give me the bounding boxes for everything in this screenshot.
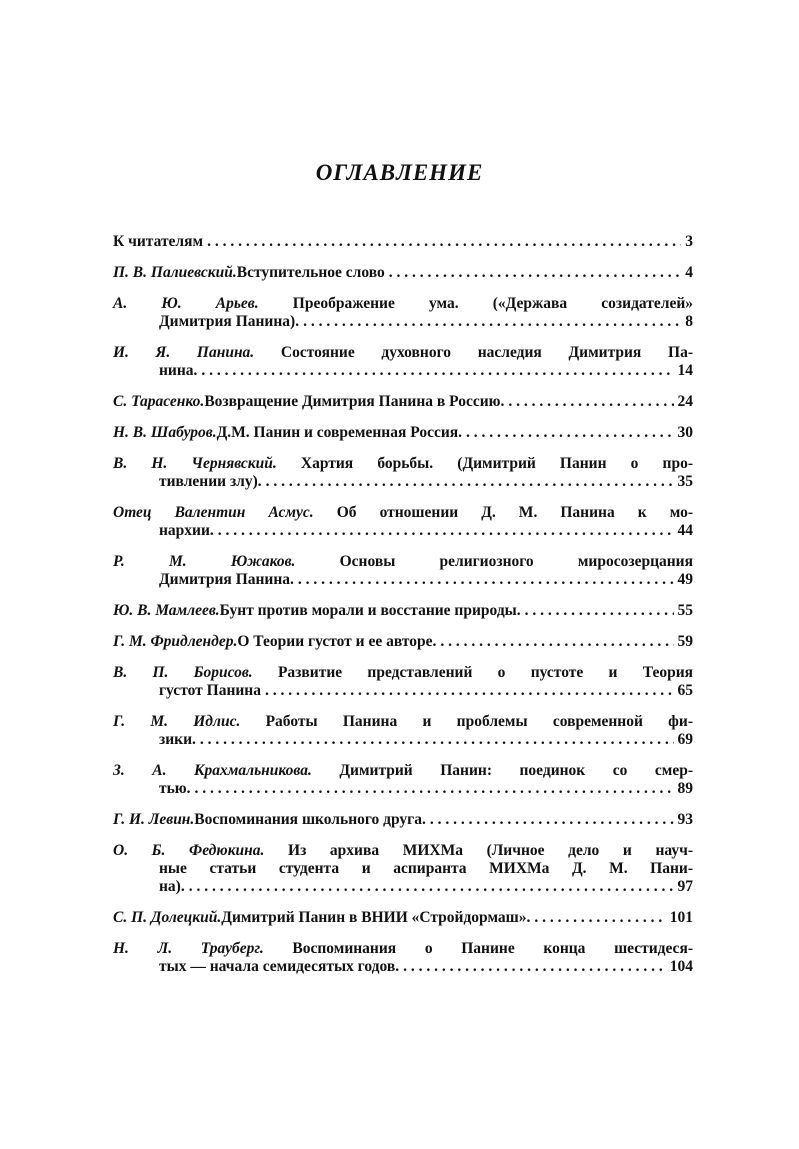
toc-entry-line (113, 940, 693, 958)
toc-title: Бунт против морали и восстание природы. (219, 602, 521, 619)
toc-title: Развитие представлений о пустоте и Теория (277, 664, 694, 681)
toc-leader-dots (430, 811, 674, 829)
toc-page-number: 3 (685, 233, 693, 250)
toc-entry-line (113, 522, 693, 540)
toc-title: Из архива МИХМа (Личное дело и науч- (288, 842, 694, 859)
toc-author: И. Я. Панина. (113, 344, 255, 361)
toc-entry (113, 633, 693, 651)
toc-title: Преображение ума. («Держава созидателей» (292, 295, 694, 312)
toc-entry-line (113, 713, 693, 731)
toc-leader-dots (508, 393, 673, 411)
toc-entry (113, 811, 693, 829)
toc-entry-line (113, 842, 693, 860)
toc-title: К читателям (113, 233, 204, 250)
toc-entry-line (113, 878, 693, 896)
toc-entry-line (113, 780, 693, 798)
toc-entry (113, 233, 693, 251)
toc-author: Ю. В. Мамлеев. (113, 602, 220, 619)
toc-entry-line (113, 295, 693, 313)
toc-entry-line (113, 313, 693, 331)
toc-page-number: 30 (677, 424, 693, 441)
toc-title: Воспоминания о Панине конца шестидеся- (292, 940, 693, 957)
toc-title: О Теории густот и ее авторе. (237, 633, 437, 650)
toc-title: нархии. (159, 522, 214, 539)
toc-leader-dots (189, 878, 674, 896)
toc-entry-line (113, 393, 693, 411)
toc-page-number: 69 (677, 731, 693, 748)
toc-entry-line (113, 455, 693, 473)
toc-leader-dots (298, 571, 674, 589)
toc-entry-line (113, 553, 693, 571)
toc-entry-line (113, 860, 693, 878)
toc-page-number: 8 (685, 313, 693, 330)
toc-entry (113, 295, 693, 331)
toc-title: тых — начала семидесятых годов. (159, 958, 400, 975)
toc-leader-dots (389, 264, 682, 282)
toc-page-number: 4 (685, 264, 693, 281)
toc-title: Работы Панина и проблемы современной фи- (265, 713, 693, 730)
toc-title: густот Панина (159, 682, 261, 699)
toc-author: П. В. Палиевский. (113, 264, 237, 281)
toc-entry-line (113, 602, 693, 620)
toc-entry-line (113, 633, 693, 651)
page-title: ОГЛАВЛЕНИЕ (315, 160, 484, 185)
toc-leader-dots (466, 424, 673, 442)
toc-leader-dots (303, 313, 681, 331)
toc-entry (113, 762, 693, 798)
toc-leader-dots (403, 958, 666, 976)
toc-leader-dots (534, 909, 665, 927)
toc-entry (113, 940, 693, 976)
toc-author: Г. И. Левин. (113, 811, 195, 828)
toc-author: В. Н. Чернявский. (113, 455, 277, 472)
toc-author: О. Б. Федюкина. (113, 842, 265, 859)
toc-title: Основы религиозного миросозерцания (339, 553, 693, 570)
toc-entry-line (113, 731, 693, 749)
toc-title: Возвращение Димитрия Панина в Россию. (204, 393, 505, 410)
toc-author: Отец Валентин Асмус. (113, 504, 314, 521)
toc-entry-line (113, 264, 693, 282)
toc-title: Вступительное слово (236, 264, 385, 281)
toc-entry (113, 344, 693, 380)
toc-page-number: 104 (669, 958, 693, 975)
table-of-contents (113, 233, 693, 989)
toc-page-number: 35 (677, 473, 693, 490)
toc-entry (113, 553, 693, 589)
toc-author: З. А. Крахмальникова. (113, 762, 312, 779)
toc-page-number: 89 (677, 780, 693, 797)
toc-entry (113, 455, 693, 491)
toc-leader-dots (266, 473, 674, 491)
toc-page-number: 101 (669, 909, 693, 926)
toc-author: Н. В. Шабуров. (113, 424, 217, 441)
toc-page-number: 14 (677, 362, 693, 379)
toc-title: Димитрия Панина). (159, 313, 300, 330)
toc-title: на). (159, 878, 185, 895)
toc-title: Состояние духовного наследия Димитрия Па- (280, 344, 694, 361)
toc-page-number: 49 (677, 571, 693, 588)
toc-leader-dots (525, 602, 674, 620)
toc-leader-dots (195, 780, 674, 798)
toc-title: Димитрий Панин в ВНИИ «Стройдормаш». (221, 909, 531, 926)
toc-author: С. Тарасенко. (113, 393, 205, 410)
toc-page-number: 24 (677, 393, 693, 410)
toc-entry-line (113, 344, 693, 362)
toc-author: Н. Л. Трауберг. (113, 940, 264, 957)
toc-author: Р. М. Южаков. (113, 553, 296, 570)
toc-title: тью. (159, 780, 191, 797)
toc-page-number: 55 (677, 602, 693, 619)
toc-entry-line (113, 504, 693, 522)
toc-entry-line (113, 424, 693, 442)
toc-author: В. П. Борисов. (113, 664, 253, 681)
toc-title: Димитрий Панин: поединок со смер- (339, 762, 693, 779)
toc-entry-line (113, 473, 693, 491)
toc-leader-dots (207, 233, 681, 251)
toc-entry (113, 424, 693, 442)
toc-entry-line (113, 811, 693, 829)
toc-title: Хартия борьбы. (Димитрий Панин о про- (300, 455, 693, 472)
toc-page-number: 65 (677, 682, 693, 699)
toc-leader-dots (201, 362, 673, 380)
toc-entry (113, 664, 693, 700)
toc-entry-line (113, 571, 693, 589)
toc-author: Г. М. Идлис. (113, 713, 241, 730)
toc-page-number: 44 (677, 522, 693, 539)
toc-entry (113, 602, 693, 620)
toc-entry (113, 909, 693, 927)
toc-entry-line (113, 909, 693, 927)
toc-title: Д.М. Панин и современная Россия. (216, 424, 463, 441)
toc-entry-line (113, 762, 693, 780)
toc-leader-dots (440, 633, 673, 651)
toc-entry-line (113, 682, 693, 700)
toc-page-number: 97 (677, 878, 693, 895)
toc-leader-dots (200, 731, 674, 749)
toc-title: ные статьи студента и аспиранта МИХМа Д. М. Пани- (159, 860, 693, 877)
toc-leader-dots (218, 522, 674, 540)
toc-entry-line (113, 362, 693, 380)
toc-page-number: 59 (677, 633, 693, 650)
toc-title: Об отношении Д. М. Панина к мо- (336, 504, 693, 521)
toc-entry-line (113, 233, 693, 251)
toc-entry-line (113, 958, 693, 976)
toc-entry (113, 264, 693, 282)
toc-author: А. Ю. Арьев. (113, 295, 259, 312)
toc-entry (113, 504, 693, 540)
toc-author: С. П. Долецкий. (113, 909, 222, 926)
toc-title: Воспоминания школьного друга. (194, 811, 426, 828)
toc-entry (113, 393, 693, 411)
toc-title: Димитрия Панина. (159, 571, 294, 588)
toc-entry (113, 842, 693, 896)
toc-author: Г. М. Фридлендер. (113, 633, 238, 650)
toc-entry-line (113, 664, 693, 682)
toc-entry (113, 713, 693, 749)
toc-leader-dots (265, 682, 674, 700)
toc-title: зики. (159, 731, 196, 748)
toc-title: тивлении злу). (159, 473, 262, 490)
toc-page-number: 93 (677, 811, 693, 828)
toc-title: нина. (159, 362, 198, 379)
